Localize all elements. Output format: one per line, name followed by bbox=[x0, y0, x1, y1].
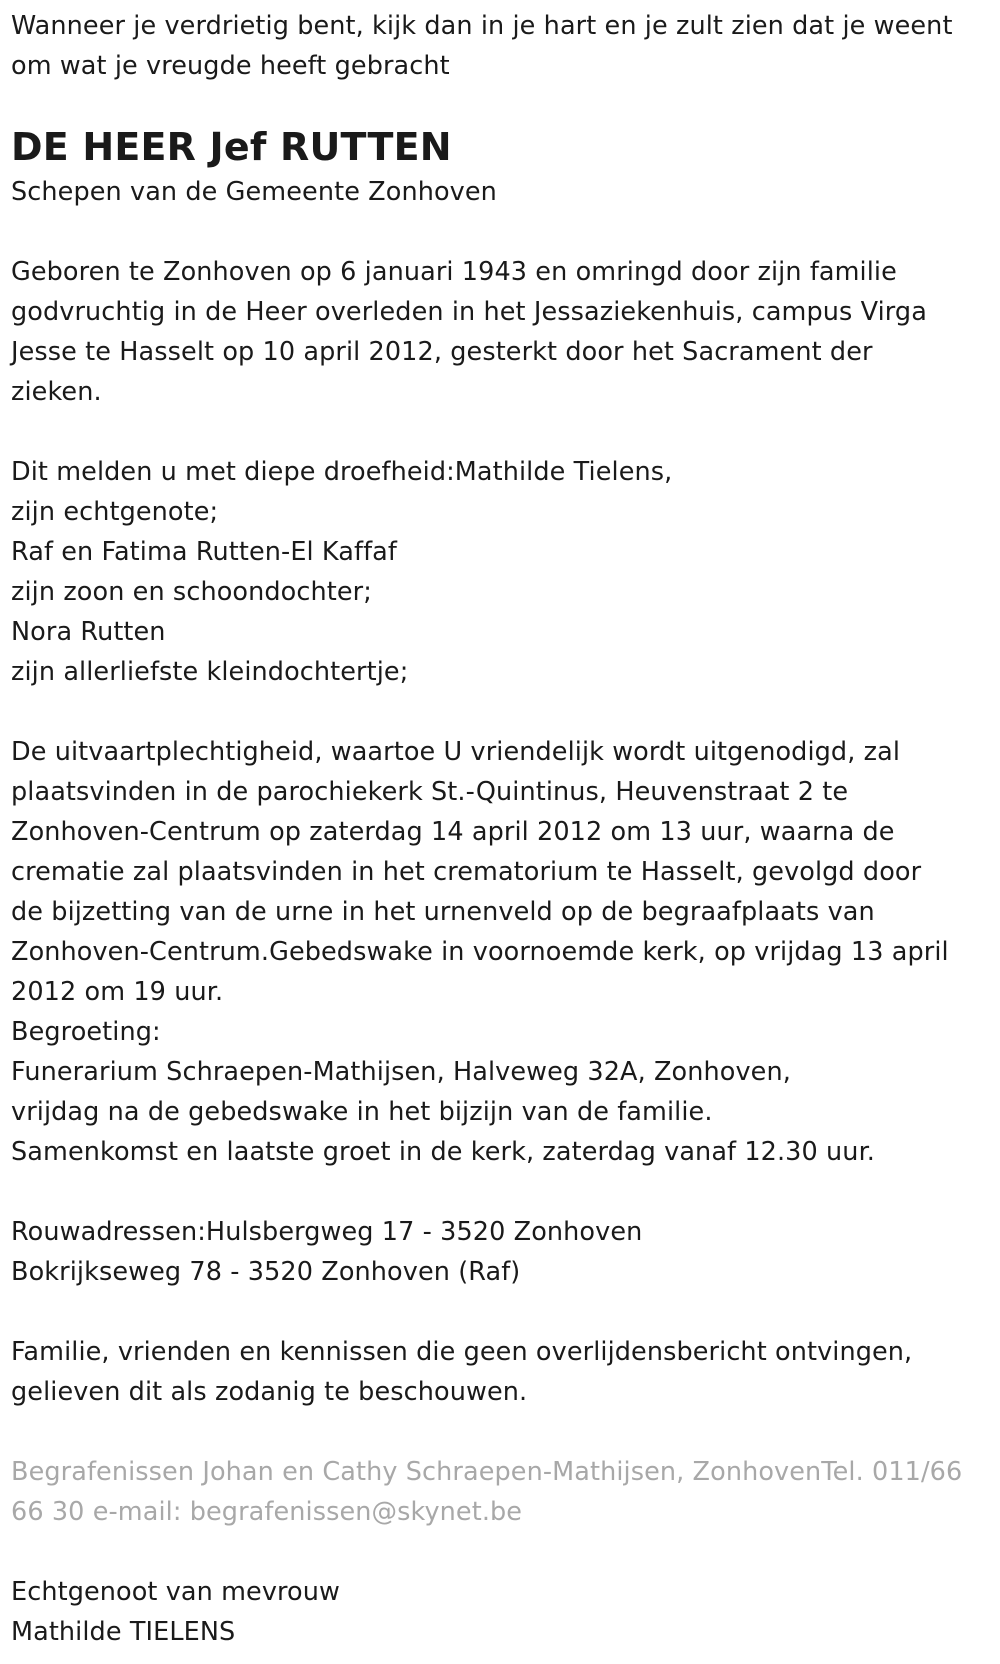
text-line: Zonhoven-Centrum op zaterdag 14 april 2012 om 13 uur, waarna de bbox=[11, 817, 895, 847]
funeral-home-info bbox=[11, 1452, 986, 1532]
text-line: godvruchtig in de Heer overleden in het Jessaziekenhuis, campus Virga bbox=[11, 297, 927, 327]
text-line: De uitvaartplechtigheid, waartoe U vriendelijk wordt uitgenodigd, zal bbox=[11, 737, 901, 767]
opening-quote bbox=[11, 6, 986, 86]
text-line: Nora Rutten bbox=[11, 617, 166, 647]
notice-paragraph bbox=[11, 1332, 986, 1412]
text-line: vrijdag na de gebedswake in het bijzijn van de familie. bbox=[11, 1097, 713, 1127]
text-line: Raf en Fatima Rutten-El Kaffaf bbox=[11, 537, 397, 567]
ceremony-paragraph bbox=[11, 732, 986, 1172]
text-line: zijn zoon en schoondochter; bbox=[11, 577, 372, 607]
text-line: Rouwadressen:Hulsbergweg 17 - 3520 Zonhoven bbox=[11, 1217, 643, 1247]
text-line: Begroeting: bbox=[11, 1017, 161, 1047]
text-line: 2012 om 19 uur. bbox=[11, 977, 224, 1007]
text-line: zijn allerliefste kleindochtertje; bbox=[11, 657, 409, 687]
quote-line: om wat je vreugde heeft gebracht bbox=[11, 51, 450, 81]
family-paragraph bbox=[11, 452, 986, 692]
text-line: Zonhoven-Centrum.Gebedswake in voornoemde kerk, op vrijdag 13 april bbox=[11, 937, 949, 967]
text-line: Bokrijkseweg 78 - 3520 Zonhoven (Raf) bbox=[11, 1257, 521, 1287]
text-line: Begrafenissen Johan en Cathy Schraepen-Mathijsen, ZonhovenTel. 011/66 bbox=[11, 1457, 963, 1487]
text-line: Samenkomst en laatste groet in de kerk, zaterdag vanaf 12.30 uur. bbox=[11, 1137, 876, 1167]
deceased-name: DE HEER Jef RUTTEN bbox=[11, 125, 452, 169]
text-line: plaatsvinden in de parochiekerk St.-Quintinus, Heuvenstraat 2 te bbox=[11, 777, 849, 807]
text-line: zijn echtgenote; bbox=[11, 497, 219, 527]
quote-line: Wanneer je verdrietig bent, kijk dan in je hart en je zult zien dat je weent bbox=[11, 11, 953, 41]
text-line: gelieven dit als zodanig te beschouwen. bbox=[11, 1377, 528, 1407]
text-line: zieken. bbox=[11, 377, 102, 407]
text-line: de bijzetting van de urne in het urnenveld op de begraafplaats van bbox=[11, 897, 875, 927]
text-line: Funerarium Schraepen-Mathijsen, Halveweg 32A, Zonhoven, bbox=[11, 1057, 791, 1087]
addresses-paragraph bbox=[11, 1212, 986, 1292]
text-line: Jesse te Hasselt op 10 april 2012, gesterkt door het Sacrament der bbox=[11, 337, 873, 367]
deceased-title: Schepen van de Gemeente Zonhoven bbox=[11, 177, 497, 207]
text-line: Mathilde TIELENS bbox=[11, 1617, 236, 1647]
spouse-note bbox=[11, 1572, 986, 1652]
text-line: Familie, vrienden en kennissen die geen overlijdensbericht ontvingen, bbox=[11, 1337, 913, 1367]
text-line: Dit melden u met diepe droefheid:Mathilde Tielens, bbox=[11, 457, 673, 487]
text-line: Geboren te Zonhoven op 6 januari 1943 en omringd door zijn familie bbox=[11, 257, 897, 287]
text-line: 66 30 e-mail: begrafenissen@skynet.be bbox=[11, 1497, 523, 1527]
text-line: crematie zal plaatsvinden in het crematorium te Hasselt, gevolgd door bbox=[11, 857, 922, 887]
birth-death-paragraph bbox=[11, 252, 986, 412]
text-line: Echtgenoot van mevrouw bbox=[11, 1577, 340, 1607]
